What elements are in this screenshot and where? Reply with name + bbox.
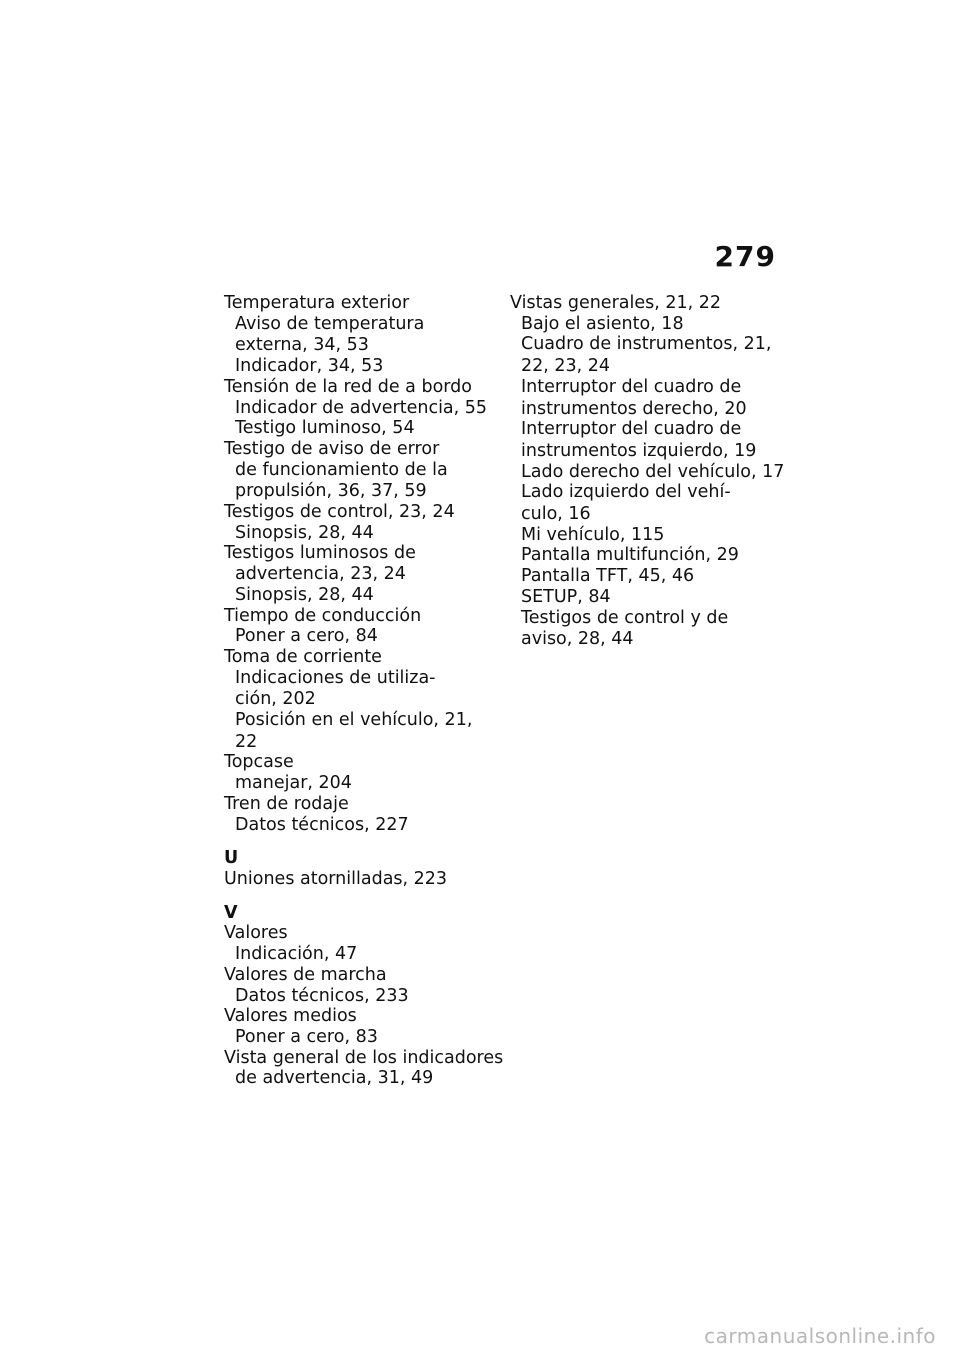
index-entry-valores-marcha [224,965,504,1006]
index-term-continuation: propulsión, 36, 37, 59 [235,481,427,502]
index-entry-tren-rodaje [224,794,504,835]
index-entry-vistas-generales [510,293,790,650]
index-term: Tren de rodaje [224,793,349,814]
watermark: carmanualsonline.info [704,1324,936,1348]
index-subterm: Testigo luminoso, 54 [235,418,415,439]
index-subterm-continuation: 22 [235,731,258,752]
index-subterm: Mi vehículo, 115 [521,524,665,545]
index-subterm: Datos técnicos, 227 [235,814,409,835]
index-term: Testigos de control, 23, 24 [224,502,455,523]
index-subterm: Aviso de temperatura [235,313,425,334]
index-subterm: Indicador de advertencia, 55 [235,397,488,418]
index-subterm-continuation: instrumentos izquierdo, 19 [521,440,757,461]
index-subterm: Poner a cero, 84 [235,626,378,647]
index-subterm: Pantalla multifunción, 29 [521,545,739,566]
index-subterm: Pantalla TFT, 45, 46 [521,566,695,587]
index-subterm-continuation: aviso, 28, 44 [521,629,634,650]
index-section-letter-v: V [224,902,238,923]
index-entry-temperatura-exterior [224,293,504,377]
index-subterm: Posición en el vehículo, 21, [235,710,473,731]
index-subterm: Sinopsis, 28, 44 [235,584,374,605]
index-subterm: Testigos de control y de [521,607,729,628]
index-subterm-continuation: externa, 34, 53 [235,335,369,356]
index-term: Temperatura exterior [224,293,410,313]
index-entry-valores-medios [224,1006,504,1047]
index-subterm: manejar, 204 [235,773,352,794]
index-entry-uniones-atornilladas [224,869,504,890]
index-subterm: Bajo el asiento, 18 [521,313,684,334]
index-subterm-continuation: ción, 202 [235,689,316,710]
index-entry-tiempo-conduccion [224,606,504,647]
index-subterm: Indicaciones de utiliza- [235,667,436,688]
index-subterm-continuation: instrumentos derecho, 20 [521,398,747,419]
index-term: Valores medios [224,1006,357,1027]
index-subterm-continuation: 22, 23, 24 [521,356,611,377]
index-subterm: Indicador, 34, 53 [235,356,384,377]
index-term: Topcase [224,752,294,773]
index-subterm: Sinopsis, 28, 44 [235,522,374,543]
index-subterm: Interruptor del cuadro de [521,376,742,397]
index-subterm: Lado izquierdo del vehí- [521,482,731,503]
index-entry-topcase [224,752,504,793]
index-entry-vista-general-indicadores [224,1048,504,1089]
index-term: Uniones atornilladas, 223 [224,868,448,889]
index-term: Valores de marcha [224,964,387,985]
index-subterm: Cuadro de instrumentos, 21, [521,334,772,355]
page-number: 279 [714,240,776,273]
index-term-continuation: advertencia, 23, 24 [235,564,406,585]
index-subterm: Poner a cero, 83 [235,1026,378,1047]
index-term: Vistas generales, 21, 22 [510,293,722,313]
index-subterm: Datos técnicos, 233 [235,985,409,1006]
index-entry-testigo-aviso-error [224,439,504,502]
index-entry-valores [224,923,504,964]
index-term: Valores [224,923,288,944]
index-term: Testigos luminosos de [224,543,416,564]
index-column-right [510,293,790,650]
index-subterm: SETUP, 84 [521,586,611,607]
index-entry-toma-corriente [224,647,504,753]
index-term: Toma de corriente [224,646,382,667]
index-term-continuation: de funcionamiento de la [235,459,448,480]
index-term: Testigo de aviso de error [224,438,440,459]
index-term-continuation: de advertencia, 31, 49 [235,1068,434,1089]
index-entry-testigos-control [224,502,504,543]
index-entry-tension-red [224,377,504,439]
index-subterm-continuation: culo, 16 [521,504,591,525]
index-term: Vista general de los indicadores [224,1047,504,1068]
index-column-left [224,293,504,1089]
index-term: Tensión de la red de a bordo [224,376,472,397]
index-subterm: Interruptor del cuadro de [521,419,742,440]
index-section-letter-u: U [224,848,239,869]
index-subterm: Lado derecho del vehículo, 17 [521,461,785,482]
index-entry-testigos-luminosos [224,543,504,605]
index-term: Tiempo de conducción [224,605,422,626]
index-subterm: Indicación, 47 [235,944,358,965]
